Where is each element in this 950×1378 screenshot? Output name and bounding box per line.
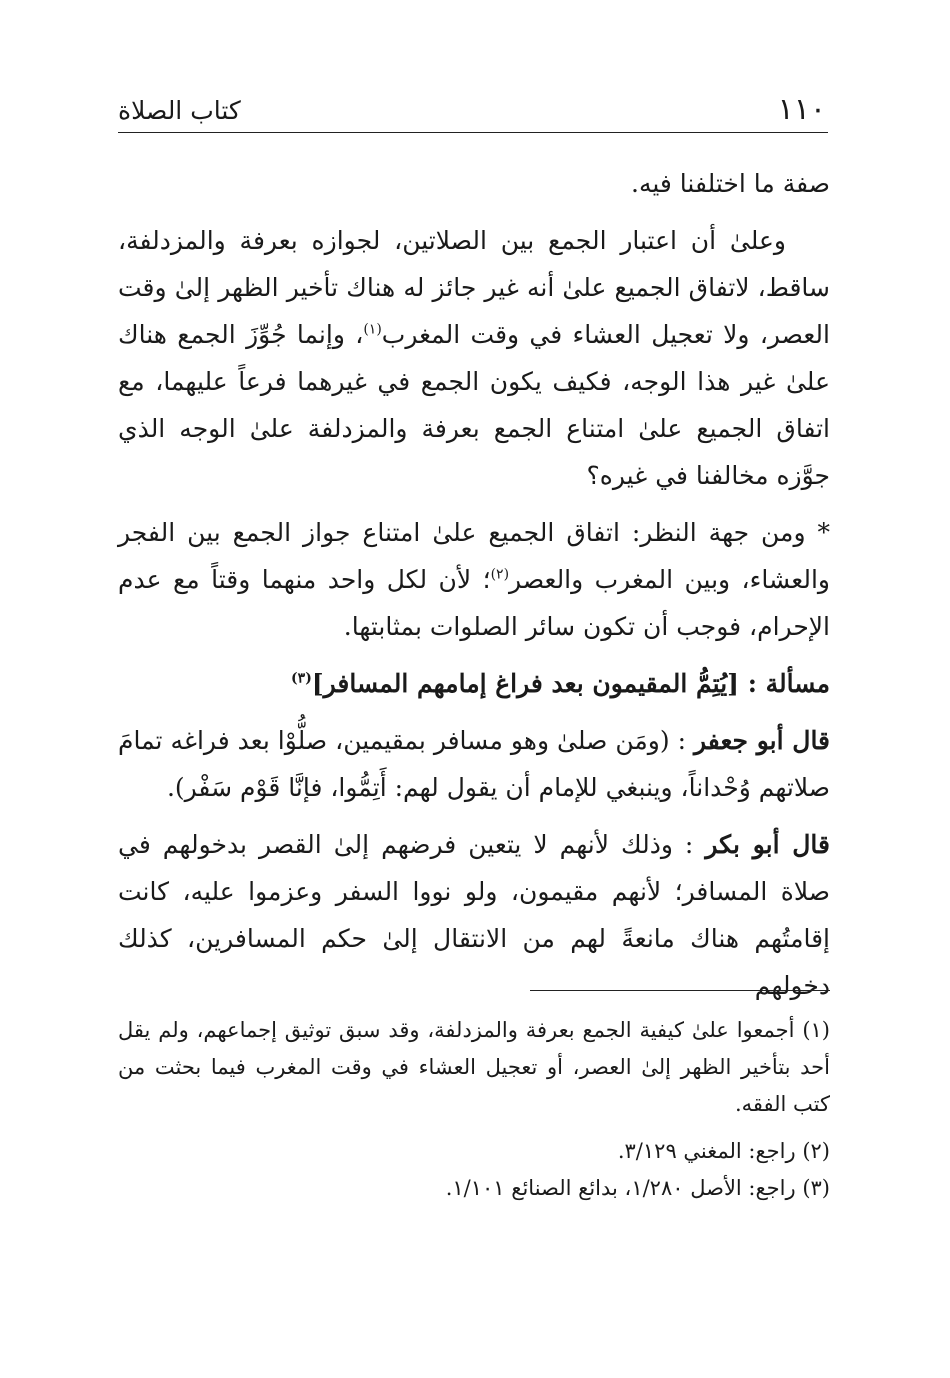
paragraph-3-part-b: ؛ لأن لكل واحد منهما وقتاً مع عدم الإحرام، فوجب أن تكون سائر الصلوات بمثابتها.: [118, 565, 830, 641]
paragraph-3: [118, 509, 830, 650]
footnote-3: (٣) راجع: الأصل ١/٢٨٠، بدائع الصنائع ١/١٠١.: [445, 1176, 830, 1200]
footnote-ref-1: (١): [363, 321, 382, 338]
masala-label: مسألة: [765, 669, 830, 698]
abu-jafar-text: : (ومَن صلىٰ وهو مسافر بمقيمين، صلُّوْا بعد فراغه تمامَ صلاتهم وُحْداناً، وينبغي للإمام أن يقول لهم: أَتِمُّوا، فإنَّا قَوْم سَفْر).: [118, 726, 830, 802]
paragraph-2: [118, 217, 830, 499]
paragraph-1: صفة ما اختلفنا فيه.: [631, 169, 830, 198]
paragraph-abu-bakr: [118, 821, 830, 1009]
page-number: ١١٠: [777, 92, 826, 127]
abu-bakr-label: قال أبو بكر: [705, 830, 831, 859]
footnote-separator: [530, 990, 830, 991]
abu-jafar-label: قال أبو جعفر: [694, 726, 831, 755]
masala-heading: [118, 660, 830, 707]
footnote-ref-3: (٣): [291, 670, 312, 687]
main-text: [118, 160, 830, 1009]
footnote-1: (١) أجمعوا علىٰ كيفية الجمع بعرفة والمزدلفة، وقد سبق توثيق إجماعهم، ولم يقل أحد بتأخير الظهر إلىٰ العصر، أو تعجيل العشاء في وقت المغرب فيما بحثت من كتب الفقه.: [118, 1018, 830, 1116]
paragraph-3-part-a: * ومن جهة النظر: اتفاق الجميع علىٰ امتناع جواز الجمع بين الفجر والعشاء، وبين المغرب والعصر: [118, 518, 830, 594]
running-title: كتاب الصلاة: [118, 96, 241, 125]
page-header: [118, 92, 828, 133]
footnotes: [118, 1012, 830, 1207]
masala-title: : [يُتِمُّ المقيمون بعد فراغ إمامهم المسافر]: [311, 669, 757, 698]
paragraph-2-part-b: ، وإنما جُوِّزَ الجمع هناك علىٰ غير هذا الوجه، فكيف يكون الجمع في غيرهما فرعاً عليهما، مع اتفاق الجميع علىٰ امتناع الجمع بعرفة والمزدلفة علىٰ الوجه الذي جوَّزه مخالفنا في غيره؟: [118, 320, 830, 490]
paragraph-abu-jafar: [118, 717, 830, 811]
abu-bakr-text: : وذلك لأنهم لا يتعين فرضهم إلىٰ القصر بدخولهم في صلاة المسافر؛ لأنهم مقيمون، ولو نووا السفر وعزموا عليه، كانت إقامتُهم هناك مانعةً لهم من الانتقال إلىٰ حكم المسافرين، كذلك دخولهم: [118, 830, 830, 1000]
footnote-2: (٢) راجع: المغني ٣/١٢٩.: [617, 1139, 830, 1163]
paragraph-2-part-a: وعلىٰ أن اعتبار الجمع بين الصلاتين، لجوازه بعرفة والمزدلفة، ساقط، لاتفاق الجميع علىٰ أنه غير جائز له هناك تأخير الظهر إلىٰ وقت العصر، ولا تعجيل العشاء في وقت المغرب: [118, 226, 830, 349]
footnote-ref-2: (٢): [490, 566, 510, 583]
